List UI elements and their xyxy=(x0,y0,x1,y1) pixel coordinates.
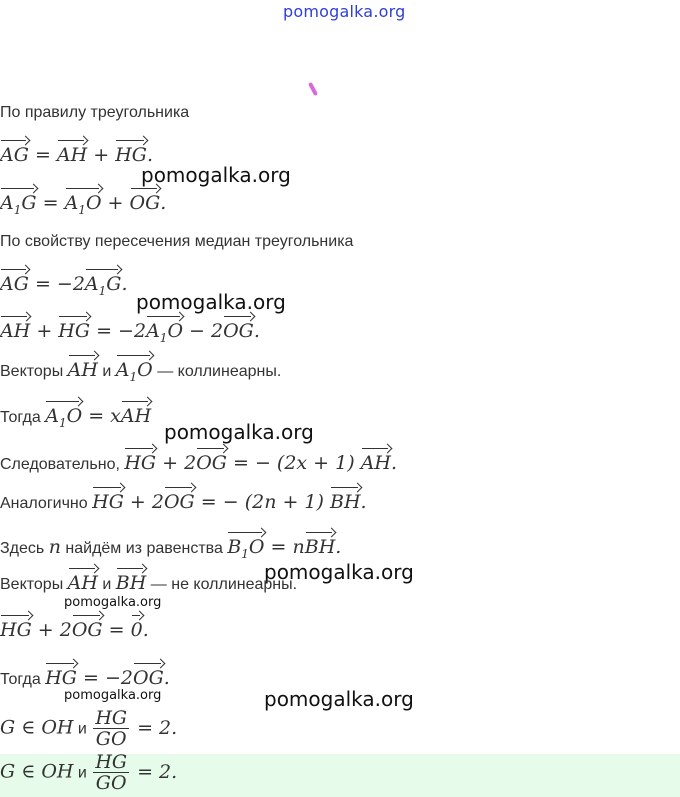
watermark-5[interactable]: pomogalka.org xyxy=(264,687,414,711)
pink-mark xyxy=(308,82,318,96)
line-not-collinear: Векторы AH и BH — не коллинеарны. xyxy=(0,566,297,594)
not-collinear-word: — не коллинеарны. xyxy=(150,576,298,593)
equation-ag: AG = AH + HG. xyxy=(0,138,153,166)
line-then-x: Тогда $A_1O$ = xAH xyxy=(0,399,151,430)
equation-ag-median: AG = $-2A_1G$. xyxy=(0,267,128,298)
equation-zero: HG + 2OG = 0. xyxy=(0,613,149,641)
line-here-n: Здесь n найдём из равенства $B_1O$ = nBH. xyxy=(0,530,341,561)
equation-sum: AH + HG = $-2A_1O - 2OG$. xyxy=(0,314,260,345)
line-answer: G ∈ OH и $\frac{HG}{GO}$ = 2. xyxy=(0,751,178,794)
watermark-small-1[interactable]: pomogalka.org xyxy=(64,595,162,610)
line-then-hg: Тогда HG = −2OG. xyxy=(0,661,170,689)
watermark-3[interactable]: pomogalka.org xyxy=(164,420,314,444)
and-word-3: и xyxy=(77,720,87,738)
watermark-1[interactable]: pomogalka.org xyxy=(141,163,291,187)
then-word: Тогда xyxy=(0,409,41,426)
watermark-small-2[interactable]: pomogalka.org xyxy=(64,688,162,703)
text-median-property: По свойству пересечения медиан треугольника xyxy=(0,233,354,250)
find-from-word: найдём из равенства xyxy=(65,540,223,557)
watermark-top[interactable]: pomogalka.org xyxy=(283,2,406,21)
equation-a1g: $A_1G = A_1O$ + OG. xyxy=(0,186,166,217)
collinear-word: — коллинеарны. xyxy=(157,363,282,380)
and-word-4: и xyxy=(77,764,87,782)
line-consequently: Следовательно, HG + 2OG = − (2x + 1) AH. xyxy=(0,446,397,474)
text-triangle-rule: По правилу треугольника xyxy=(0,104,190,121)
and-word: и xyxy=(102,363,112,380)
line-g-in-oh: G ∈ OH и $\frac{HG}{GO}$ = 2. xyxy=(0,707,178,750)
similarly-word: Аналогично xyxy=(0,495,88,512)
then-word-2: Тогда xyxy=(0,671,41,688)
line-similarly: Аналогично HG + 2OG = − (2n + 1) BH. xyxy=(0,485,367,513)
line-collinear: Векторы AH и $A_1O$ — коллинеарны. xyxy=(0,353,281,384)
vectors-word-2: Векторы xyxy=(0,576,64,593)
vectors-word: Векторы xyxy=(0,363,64,380)
watermark-2[interactable]: pomogalka.org xyxy=(136,290,286,314)
watermark-4[interactable]: pomogalka.org xyxy=(264,560,414,584)
and-word-2: и xyxy=(102,576,112,593)
consequently-word: Следовательно, xyxy=(0,456,120,473)
here-word: Здесь xyxy=(0,540,45,557)
